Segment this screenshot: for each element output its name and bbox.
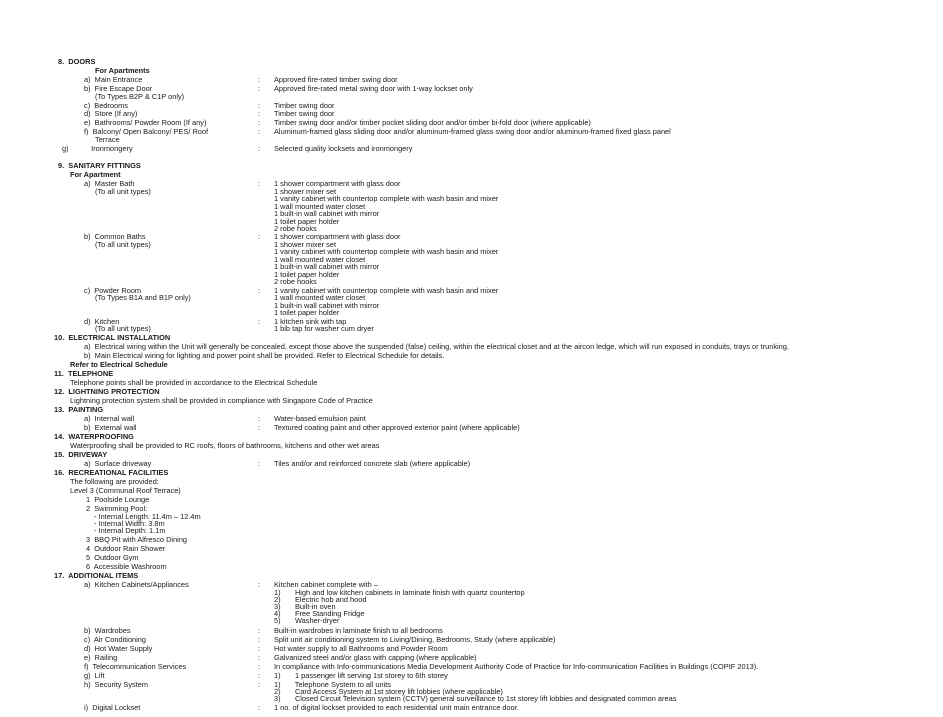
separator-colon: :	[258, 232, 261, 241]
separator-colon: :	[258, 644, 261, 653]
spec-item-value: 1 kitchen sink with tap	[274, 317, 347, 326]
section-heading: 12. LIGHTNING PROTECTION	[54, 387, 160, 396]
spec-item-value: 1 vanity cabinet with countertop complete with wash basin and mixer	[274, 286, 499, 295]
spec-item-label: b) Wardrobes	[84, 626, 131, 635]
spec-item-value: Kitchen cabinet complete with –	[274, 580, 378, 589]
spec-item-label: 4 Outdoor Rain Shower	[86, 544, 166, 553]
separator-colon: :	[258, 580, 261, 589]
spec-item-label: Terrace	[95, 135, 120, 144]
separator-colon: :	[258, 662, 261, 671]
spec-item-value: 1 toilet paper holder	[274, 308, 340, 317]
spec-item-value: 2 robe hooks	[274, 224, 317, 233]
section-heading: For Apartment	[70, 170, 121, 179]
spec-item-label: d) Store (If any)	[84, 109, 138, 118]
spec-item-value: 1) Telephone System to all units	[274, 680, 391, 689]
spec-item-value: 3) Built-in oven	[274, 602, 336, 611]
spec-item-label: (To Types B1A and B1P only)	[95, 293, 191, 302]
spec-item-value: 1 shower mixer set	[274, 187, 337, 196]
spec-item-value: 1 wall mounted water closet	[274, 255, 366, 264]
spec-item-label: Lightning protection system shall be provided in compliance with Singapore Code of Practice	[70, 396, 373, 405]
spec-item-label: (To all unit types)	[95, 324, 151, 333]
separator-colon: :	[258, 423, 261, 432]
spec-item-label: d) Kitchen	[84, 317, 120, 326]
spec-item-value: Timber swing door	[274, 101, 335, 110]
separator-colon: :	[258, 703, 261, 712]
spec-item-value: Split unit air conditioning system to Living/Dining, Bedrooms, Study (where applicable)	[274, 635, 556, 644]
section-heading: 16. RECREATIONAL FACILITIES	[54, 468, 169, 477]
section-heading: Refer to Electrical Schedule	[70, 360, 168, 369]
section-heading: 8. DOORS	[58, 57, 96, 66]
separator-colon: :	[258, 118, 261, 127]
spec-item-label: 5 Outdoor Gym	[86, 553, 139, 562]
spec-item-value: 1 built-in wall cabinet with mirror	[274, 301, 380, 310]
separator-colon: :	[258, 127, 261, 136]
spec-item-value: 3) Closed Circuit Television system (CCTV) general surveillance to 1st storey lift lobbies and designated common areas	[274, 694, 677, 703]
spec-item-value: 1 wall mounted water closet	[274, 293, 366, 302]
spec-item-label: (To all unit types)	[95, 187, 151, 196]
spec-item-value: 1 vanity cabinet with countertop complete with wash basin and mixer	[274, 247, 499, 256]
spec-item-label: g) Lift	[84, 671, 105, 680]
spec-item-value: Timber swing door	[274, 109, 335, 118]
spec-item-label: b) Fire Escape Door	[84, 84, 153, 93]
spec-item-value: 2) Card Access System at 1st storey lift lobbies (where applicable)	[274, 687, 503, 696]
spec-item-label: h) Security System	[84, 680, 149, 689]
separator-colon: :	[258, 109, 261, 118]
separator-colon: :	[258, 179, 261, 188]
section-heading: 13. PAINTING	[54, 405, 104, 414]
spec-item-label: b) Common Baths	[84, 232, 146, 241]
spec-item-value: Timber swing door and/or timber pocket sliding door and/or timber bi-fold door (where applicable)	[274, 118, 591, 127]
spec-item-label: (To Types B2P & C1P only)	[95, 92, 185, 101]
spec-item-label: - Internal Length: 11.4m – 12.4m	[94, 512, 201, 521]
section-heading: 15. DRIVEWAY	[54, 450, 108, 459]
spec-item-value: Approved fire-rated metal swing door with 1-way lockset only	[274, 84, 473, 93]
spec-item-label: - Internal Width: 3.8m	[94, 519, 165, 528]
spec-item-value: 2 robe hooks	[274, 277, 317, 286]
spec-item-value: 1 wall mounted water closet	[274, 202, 366, 211]
section-heading: 11. TELEPHONE	[54, 369, 114, 378]
spec-item-label: b) Main Electrical wiring for lighting and power point shall be provided. Refer to Electrical Schedule for details.	[84, 351, 445, 360]
separator-colon: :	[258, 626, 261, 635]
spec-item-value: 1 shower mixer set	[274, 240, 337, 249]
spec-item-value: 1 built-in wall cabinet with mirror	[274, 262, 380, 271]
spec-item-value: Approved fire-rated timber swing door	[274, 75, 398, 84]
spec-item-label: c) Powder Room	[84, 286, 142, 295]
spec-item-label: e) Railing	[84, 653, 118, 662]
spec-item-label: (To all unit types)	[95, 240, 151, 249]
spec-item-label: a) Surface driveway	[84, 459, 152, 468]
spec-item-value: 1 vanity cabinet with countertop complete with wash basin and mixer	[274, 194, 499, 203]
spec-item-label: The following are provided:	[70, 477, 159, 486]
spec-item-value: 4) Free Standing Fridge	[274, 609, 365, 618]
spec-item-value: 1 toilet paper holder	[274, 217, 340, 226]
spec-item-value: 5) Washer-dryer	[274, 616, 340, 625]
section-heading: 14. WATERPROOFING	[54, 432, 134, 441]
separator-colon: :	[258, 653, 261, 662]
spec-item-label: a) Main Entrance	[84, 75, 143, 84]
spec-item-label: b) External wall	[84, 423, 137, 432]
spec-item-label: a) Kitchen Cabinets/Appliances	[84, 580, 189, 589]
spec-item-label: a) Electrical wiring within the Unit will generally be concealed, except those above the suspended (false) ceiling, within the electrical closet and at the aircon ledge, which will run exposed in conduits, trays or trunking.	[84, 342, 789, 351]
spec-item-value: 1 bib tap for washer cum dryer	[274, 324, 374, 333]
separator-colon: :	[258, 286, 261, 295]
spec-item-value: Built-in wardrobes in laminate finish to all bedrooms	[274, 626, 443, 635]
spec-item-label: Level 3 (Communal Roof Terrace)	[70, 486, 181, 495]
spec-item-label: 1 Poolside Lounge	[86, 495, 150, 504]
spec-item-value: Hot water supply to all Bathrooms and Powder Room	[274, 644, 448, 653]
spec-item-value: 2) Electric hob and hood	[274, 595, 367, 604]
spec-item-label: - Internal Depth: 1.1m	[94, 526, 166, 535]
spec-item-value: Textured coating paint and other approved exterior paint (where applicable)	[274, 423, 520, 432]
spec-item-value: 1 toilet paper holder	[274, 270, 340, 279]
spec-item-label: Waterproofing shall be provided to RC roofs, floors of bathrooms, kitchens and other wet areas	[70, 441, 380, 450]
spec-item-value: Aluminum-framed glass sliding door and/or aluminum-framed glass swing door and/or aluminum-framed fixed glass panel	[274, 127, 671, 136]
spec-item-value: 1) 1 passenger lift serving 1st storey to 6th storey	[274, 671, 448, 680]
spec-item-value: 1 no. of digital lockset provided to each residential unit main entrance door.	[274, 703, 519, 712]
separator-colon: :	[258, 680, 261, 689]
spec-item-label: a) Master Bath	[84, 179, 135, 188]
spec-item-label: i) Digital Lockset	[84, 703, 141, 712]
spec-item-label: c) Bedrooms	[84, 101, 128, 110]
separator-colon: :	[258, 671, 261, 680]
separator-colon: :	[258, 414, 261, 423]
spec-item-label: c) Air Conditioning	[84, 635, 147, 644]
section-heading: 17. ADDITIONAL ITEMS	[54, 571, 139, 580]
separator-colon: :	[258, 317, 261, 326]
separator-colon: :	[258, 84, 261, 93]
spec-item-value: 1) High and low kitchen cabinets in laminate finish with quartz countertop	[274, 588, 525, 597]
spec-item-label: 6 Accessible Washroom	[86, 562, 167, 571]
spec-item-value: 1 shower compartment with glass door	[274, 232, 401, 241]
spec-item-label: f) Telecommunication Services	[84, 662, 187, 671]
separator-colon: :	[258, 459, 261, 468]
spec-item-value: Tiles and/or and reinforced concrete slab (where applicable)	[274, 459, 471, 468]
separator-colon: :	[258, 144, 261, 153]
separator-colon: :	[258, 75, 261, 84]
spec-item-value: Water-based emulsion paint	[274, 414, 366, 423]
section-heading: 10. ELECTRICAL INSTALLATION	[54, 333, 171, 342]
spec-item-label: 3 BBQ Pit with Alfresco Dining	[86, 535, 188, 544]
separator-colon: :	[258, 101, 261, 110]
spec-item-value: Selected quality locksets and ironmongery	[274, 144, 413, 153]
spec-item-label: d) Hot Water Supply	[84, 644, 153, 653]
spec-item-value: 1 shower compartment with glass door	[274, 179, 401, 188]
spec-item-label: Telephone points shall be provided in accordance to the Electrical Schedule	[70, 378, 318, 387]
spec-item-value: 1 built-in wall cabinet with mirror	[274, 209, 380, 218]
spec-item-label: e) Bathrooms/ Powder Room (If any)	[84, 118, 207, 127]
spec-item-label: 2 Swimming Pool:	[86, 504, 148, 513]
spec-item-value: In compliance with Info-communications Media Development Authority Code of Practice for Info-communication Facilities in Buildings (COPIF 2013).	[274, 662, 759, 671]
section-heading: For Apartments	[95, 66, 150, 75]
spec-item-label: g) Ironmongery	[62, 144, 133, 153]
section-heading: 9. SANITARY FITTINGS	[58, 161, 141, 170]
spec-item-value: Galvanized steel and/or glass with capping (where applicable)	[274, 653, 477, 662]
spec-item-label: f) Balcony/ Open Balcony/ PES/ Roof	[84, 127, 209, 136]
separator-colon: :	[258, 635, 261, 644]
spec-item-label: a) Internal wall	[84, 414, 135, 423]
